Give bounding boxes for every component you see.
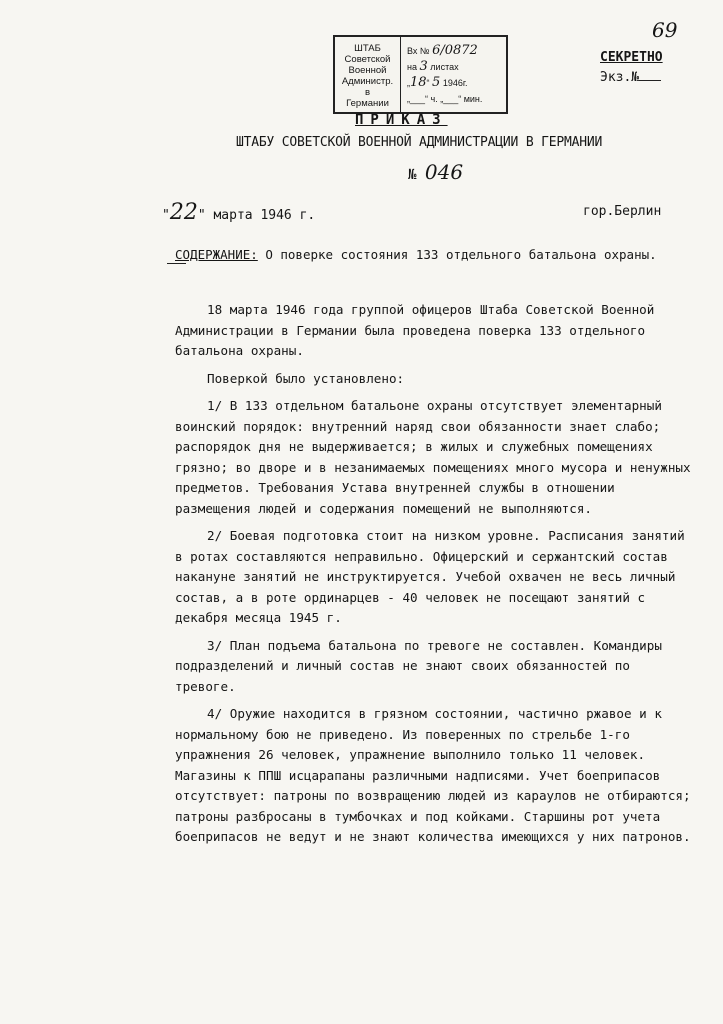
body-paragraph: 2/ Боевая подготовка стоит на низком уровне. Расписания занятий в ротах составляются неправильно. Офицерский и сержантский состав накануне занятий не инструктируется. Учебой охвачен не весь личный состав, а в роте ординарцев - 40 человек не посещают занятий с декабря месяца 1945 г. <box>175 528 685 625</box>
document-title: ПРИКАЗ <box>355 112 448 128</box>
classification-mark: СЕКРЕТНО <box>600 50 663 65</box>
stamp-organization <box>335 37 401 112</box>
order-number: № 046 <box>408 160 464 184</box>
body-paragraph: 4/ Оружие находится в грязном состоянии, частично ржавое и к нормальному бою не приведено. Из поверенных по стрельбе 1-го упражнения 26 человек, упражнение выполнило только 11 человек. Магазины к ППШ исцарапаны различными надписями. Учет боеприпасов отсутствует: патроны по возвращению людей из караулов не отбираются; патроны разбросаны в тумбочках и под койками. Старшины рот учета боеприпасов не ведут и не знают количества имеющихся у них патронов. <box>175 706 691 844</box>
stamp-registration-fields <box>401 37 506 112</box>
stamp-org-line: Военной <box>348 65 387 76</box>
content-underline-rule <box>167 263 186 264</box>
body-paragraph: 1/ В 133 отдельном батальоне охраны отсутствует элементарный воинский порядок: внутренний наряд свои обязанности знает слабо; распорядок дня не выдерживается; в жилых и служебных помещениях грязно; во дворе и в незанимаемых помещениях много мусора и ненужных предметов. Требования Устава внутренней службы в отношении размещения людей и содержания помещений не выполняются. <box>175 398 691 516</box>
body-paragraph: 3/ План подъема батальона по тревоге не составлен. Командиры подразделений и личный состав не знают своих обязанностей по тревоге. <box>175 637 662 694</box>
document-subtitle: ШТАБУ СОВЕТСКОЙ ВОЕННОЙ АДМИНИСТРАЦИИ В ГЕРМАНИИ <box>236 135 603 150</box>
document-body <box>175 300 697 848</box>
stamp-time: „___“ ч. „___“ мин. <box>407 94 483 104</box>
copy-number: Экз.№ <box>600 70 661 85</box>
body-paragraph: Поверкой было установлено: <box>207 370 405 386</box>
stamp-org-line: ШТАБ <box>354 43 381 54</box>
stamp-org-line: в <box>364 87 371 98</box>
stamp-incoming-number: Вх № 6/0872 <box>407 43 478 58</box>
stamp-date: „18“ 5 1946г. <box>407 75 468 90</box>
archive-page-number: 69 <box>652 18 678 42</box>
stamp-sheets: на 3 листах <box>407 59 459 74</box>
body-paragraph: 18 марта 1946 года группой офицеров Штаба Советской Военной Администрации в Германии была проведена поверка 133 отдельного батальона охраны. <box>175 302 655 358</box>
stamp-org-line: Германии <box>346 98 389 109</box>
copy-number-blank <box>639 80 661 81</box>
stamp-org-line: Администр. <box>341 76 394 87</box>
order-date: "22" марта 1946 г. <box>162 200 316 225</box>
stamp-org-line: Советской <box>344 54 391 65</box>
incoming-registration-stamp <box>333 35 508 114</box>
content-summary: СОДЕРЖАНИЕ: О поверке состояния 133 отдельного батальона охраны. <box>175 247 657 262</box>
order-city: гор.Берлин <box>583 204 662 219</box>
